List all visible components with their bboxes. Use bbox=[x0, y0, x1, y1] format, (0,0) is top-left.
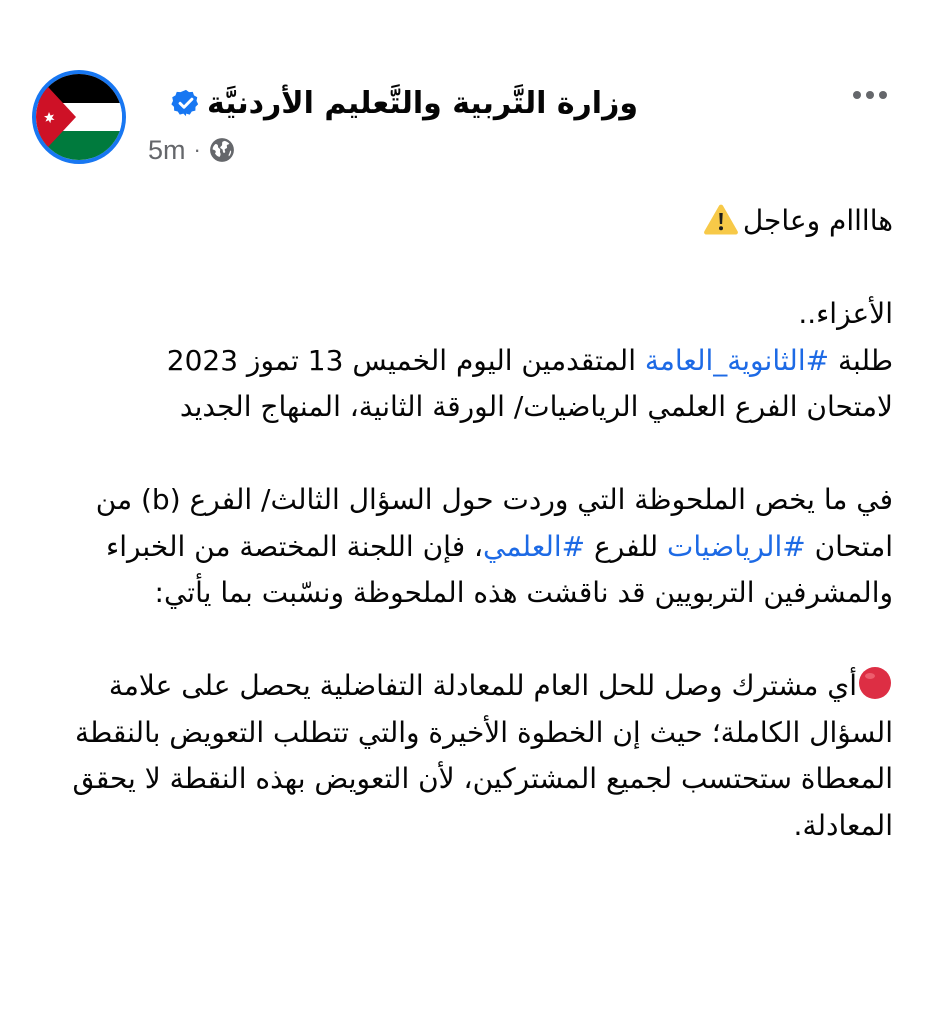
urgent-text: هاااام وعاجل bbox=[742, 204, 893, 237]
warning-icon bbox=[703, 203, 739, 235]
more-options-button[interactable] bbox=[845, 78, 895, 112]
post-meta bbox=[148, 130, 235, 170]
post-paragraph-1-continued: لامتحان الفرع العلمي الرياضيات/ الورقة الثانية، المنهاج الجديد bbox=[179, 390, 893, 423]
more-dot bbox=[866, 91, 874, 99]
page-name[interactable]: وزارة التَّربية والتَّعليم الأردنيَّة bbox=[206, 85, 638, 121]
globe-icon[interactable] bbox=[209, 137, 235, 163]
meta-separator: · bbox=[193, 137, 201, 162]
post-time[interactable]: 5m bbox=[148, 134, 186, 165]
post-body bbox=[53, 198, 893, 849]
spacer bbox=[53, 617, 893, 664]
hashtag-link[interactable]: #الثانوية_العامة bbox=[644, 343, 830, 377]
post-paragraph-1 bbox=[53, 338, 893, 385]
para2-text: ، فإن اللجنة المختصة من الخبراء والمشرفين التربويين قد ناقشت هذه الملحوظة ونسّبت بما يأتي: bbox=[106, 529, 893, 609]
para1-text: المتقدمين اليوم الخميس 13 تموز 2023 bbox=[166, 343, 645, 377]
page-name-row bbox=[171, 80, 638, 126]
spacer bbox=[53, 431, 893, 478]
hashtag-link[interactable]: #الرياضيات bbox=[667, 529, 806, 563]
para2-text: في ما يخص الملحوظة التي وردت حول السؤال الثالث/ الفرع (b) من امتحان bbox=[95, 483, 893, 563]
hashtag-link[interactable]: #العلمي bbox=[483, 529, 586, 563]
post-greeting: الأعزاء.. bbox=[798, 297, 893, 330]
jordan-flag-icon bbox=[36, 74, 122, 160]
more-dot bbox=[853, 91, 861, 99]
post-paragraph-3 bbox=[53, 663, 893, 849]
verified-badge-icon bbox=[171, 88, 201, 118]
more-dot bbox=[879, 91, 887, 99]
post-line-urgent bbox=[53, 198, 893, 245]
post-header bbox=[0, 0, 925, 180]
para2-text: للفرع bbox=[585, 529, 668, 563]
spacer bbox=[53, 245, 893, 292]
para1-text: طلبة bbox=[829, 343, 893, 377]
page-avatar[interactable] bbox=[32, 70, 126, 164]
red-circle-icon bbox=[857, 665, 893, 701]
para3-text: أي مشترك وصل للحل العام للمعادلة التفاضلية يحصل على علامة السؤال الكاملة؛ حيث إن الخطوة الأخيرة والتي تتطلب التعويض بالنقطة المعطاة ستحتسب لجميع المشتركين، لأن التعويض بهذه النقطة لا يحقق المعادلة. bbox=[72, 669, 893, 842]
post-paragraph-2 bbox=[53, 477, 893, 617]
